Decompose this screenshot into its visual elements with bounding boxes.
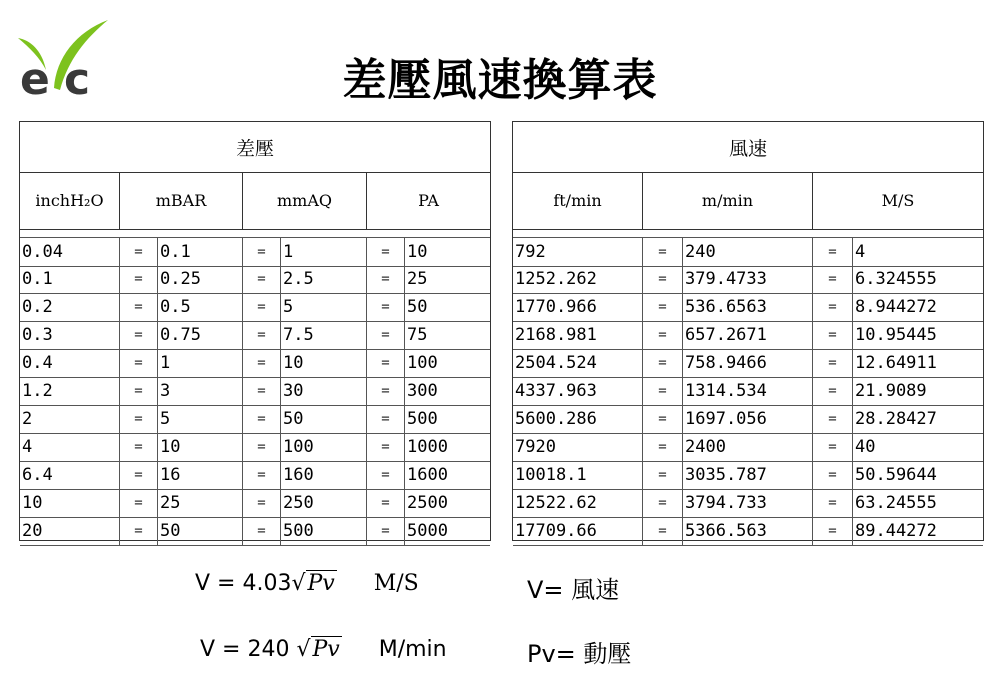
formula-ms: [195, 570, 419, 596]
unit-pa: PA: [418, 191, 439, 210]
formula-ms-unit: M/S: [373, 571, 419, 596]
equals-sign: =: [243, 265, 281, 293]
velocity-table: [512, 121, 984, 541]
table-cell: 8.944272: [855, 297, 937, 317]
equals-sign: =: [813, 461, 853, 489]
table-cell: 379.4733: [683, 265, 813, 293]
unit-inchh2o: inchH₂O: [20, 172, 120, 229]
equals-sign: =: [813, 517, 853, 545]
table-cell: 50: [158, 517, 243, 545]
table-row: [513, 377, 983, 406]
table-row: [20, 349, 490, 378]
table-cell: 1.2: [20, 377, 120, 405]
table-cell: 0.4: [20, 349, 120, 377]
table-row: [513, 433, 983, 462]
table-cell: 300: [407, 381, 438, 401]
unit-ft-min: ft/min: [513, 172, 643, 229]
equals-sign: =: [243, 489, 281, 517]
table-cell: 2168.981: [513, 321, 643, 349]
table-cell: 1: [158, 349, 243, 377]
table-cell: 63.24555: [855, 493, 937, 513]
equals-sign: =: [643, 489, 683, 517]
equals-sign: =: [367, 265, 405, 293]
table-cell: 792: [513, 238, 643, 266]
table-cell: 10: [407, 242, 428, 262]
equals-sign: =: [120, 265, 158, 293]
equals-sign: =: [367, 238, 405, 266]
formula-ms-lhs: V = 4.03: [195, 571, 292, 596]
table-cell: 40: [855, 437, 876, 457]
table-cell: 0.3: [20, 321, 120, 349]
table-cell: 50: [407, 297, 428, 317]
table-cell: 12.64911: [855, 353, 937, 373]
table-cell: 50: [281, 405, 367, 433]
table-cell: 100: [281, 433, 367, 461]
equals-sign: =: [243, 517, 281, 545]
table-cell: 10018.1: [513, 461, 643, 489]
sqrt-symbol: √Pv: [296, 637, 340, 662]
table-cell: 28.28427: [855, 409, 937, 429]
equals-sign: =: [120, 461, 158, 489]
equals-sign: =: [813, 265, 853, 293]
table-cell: 5: [158, 405, 243, 433]
table-cell: 160: [281, 461, 367, 489]
table-cell: 2.5: [281, 265, 367, 293]
table-cell: 0.75: [158, 321, 243, 349]
table-cell: 0.1: [20, 265, 120, 293]
table-cell: 3: [158, 377, 243, 405]
table-cell: 4: [20, 433, 120, 461]
logo-letter-e: e: [20, 54, 50, 100]
table-row: [20, 377, 490, 406]
table-cell: 1000: [407, 437, 448, 457]
table-cell: 250: [281, 489, 367, 517]
table-cell: 1600: [407, 465, 448, 485]
table-cell: 758.9466: [683, 349, 813, 377]
legend-v: V= 風速: [527, 576, 620, 604]
pressure-group-header: 差壓: [20, 122, 490, 173]
equals-sign: =: [120, 489, 158, 517]
table-cell: 5600.286: [513, 405, 643, 433]
equals-sign: =: [243, 321, 281, 349]
table-cell: 1697.056: [683, 405, 813, 433]
table-cell: 500: [281, 517, 367, 545]
table-cell: 657.2671: [683, 321, 813, 349]
equals-sign: =: [120, 433, 158, 461]
table-cell: 5366.563: [683, 517, 813, 545]
formula-mmin-lhs: V = 240: [200, 637, 297, 662]
equals-sign: =: [643, 238, 683, 266]
formula-mmin: [200, 636, 447, 662]
equals-sign: =: [367, 461, 405, 489]
velocity-group-header: 風速: [513, 122, 983, 173]
table-cell: 240: [683, 238, 813, 266]
equals-sign: =: [243, 349, 281, 377]
formula-ms-radicand: Pv: [307, 571, 335, 596]
table-row: [513, 489, 983, 518]
table-cell: 100: [407, 353, 438, 373]
equals-sign: =: [643, 461, 683, 489]
table-cell: 10: [20, 489, 120, 517]
table-row: [20, 405, 490, 434]
table-cell: 0.1: [158, 238, 243, 266]
equals-sign: =: [367, 517, 405, 545]
equals-sign: =: [243, 377, 281, 405]
equals-sign: =: [643, 377, 683, 405]
equals-sign: =: [813, 293, 853, 321]
velocity-unit-row: [513, 172, 983, 230]
table-row: [20, 265, 490, 294]
sqrt-symbol: √Pv: [291, 571, 335, 596]
table-row: [513, 265, 983, 294]
equals-sign: =: [367, 433, 405, 461]
unit-mmaq: mmAQ: [243, 172, 367, 229]
table-cell: 1770.966: [513, 293, 643, 321]
unit-m-min: m/min: [643, 172, 813, 229]
equals-sign: =: [813, 377, 853, 405]
equals-sign: =: [120, 349, 158, 377]
table-row: [20, 321, 490, 350]
table-row: [513, 293, 983, 322]
table-cell: 0.2: [20, 293, 120, 321]
table-cell: 75: [407, 325, 428, 345]
table-cell: 7.5: [281, 321, 367, 349]
table-cell: 16: [158, 461, 243, 489]
equals-sign: =: [643, 405, 683, 433]
pressure-table: [19, 121, 491, 541]
table-cell: 536.6563: [683, 293, 813, 321]
table-row: [513, 405, 983, 434]
table-cell: 7920: [513, 433, 643, 461]
formula-mmin-radicand: Pv: [312, 637, 340, 662]
table-cell: 50.59644: [855, 465, 937, 485]
table-cell: 500: [407, 409, 438, 429]
equals-sign: =: [120, 377, 158, 405]
table-row: [513, 321, 983, 350]
table-cell: 1314.534: [683, 377, 813, 405]
table-cell: 10.95445: [855, 325, 937, 345]
table-cell: 6.324555: [855, 269, 937, 289]
equals-sign: =: [813, 489, 853, 517]
table-cell: 5000: [407, 521, 448, 541]
table-cell: 2504.524: [513, 349, 643, 377]
table-cell: 12522.62: [513, 489, 643, 517]
table-row: [20, 237, 490, 267]
equals-sign: =: [243, 433, 281, 461]
table-cell: 1: [281, 238, 367, 266]
equals-sign: =: [120, 293, 158, 321]
equals-sign: =: [643, 517, 683, 545]
table-cell: 17709.66: [513, 517, 643, 545]
equals-sign: =: [643, 349, 683, 377]
equals-sign: =: [643, 321, 683, 349]
table-cell: 25: [158, 489, 243, 517]
table-cell: 4: [855, 242, 866, 262]
table-cell: 4337.963: [513, 377, 643, 405]
table-cell: 0.25: [158, 265, 243, 293]
equals-sign: =: [813, 238, 853, 266]
equals-sign: =: [813, 349, 853, 377]
table-row: [20, 517, 490, 546]
equals-sign: =: [367, 377, 405, 405]
equals-sign: =: [243, 293, 281, 321]
table-cell: 89.44272: [855, 521, 937, 541]
table-cell: 2500: [407, 493, 448, 513]
table-cell: 2400: [683, 433, 813, 461]
table-cell: 10: [158, 433, 243, 461]
equals-sign: =: [120, 405, 158, 433]
equals-sign: =: [120, 517, 158, 545]
equals-sign: =: [813, 405, 853, 433]
equals-sign: =: [120, 321, 158, 349]
table-cell: 3035.787: [683, 461, 813, 489]
legend-pv: Pv= 動壓: [527, 640, 632, 668]
table-row: [20, 489, 490, 518]
equals-sign: =: [367, 293, 405, 321]
table-cell: 10: [281, 349, 367, 377]
equals-sign: =: [367, 321, 405, 349]
equals-sign: =: [367, 489, 405, 517]
unit-mbar: mBAR: [120, 172, 243, 229]
page-title: 差壓風速換算表: [342, 55, 658, 106]
table-row: [513, 349, 983, 378]
equals-sign: =: [367, 349, 405, 377]
table-cell: 5: [281, 293, 367, 321]
equals-sign: =: [243, 405, 281, 433]
table-cell: 25: [407, 269, 428, 289]
equals-sign: =: [243, 238, 281, 266]
table-cell: 6.4: [20, 461, 120, 489]
table-cell: 20: [20, 517, 120, 545]
table-row: [20, 433, 490, 462]
equals-sign: =: [367, 405, 405, 433]
equals-sign: =: [120, 238, 158, 266]
table-row: [513, 517, 983, 546]
equals-sign: =: [813, 321, 853, 349]
table-cell: 1252.262: [513, 265, 643, 293]
table-cell: 0.5: [158, 293, 243, 321]
equals-sign: =: [243, 461, 281, 489]
table-cell: 0.04: [20, 238, 120, 266]
table-row: [20, 461, 490, 490]
pressure-unit-row: [20, 172, 490, 230]
equals-sign: =: [643, 433, 683, 461]
table-row: [513, 237, 983, 267]
formula-mmin-unit: M/min: [378, 637, 447, 662]
table-row: [513, 461, 983, 490]
table-cell: 2: [20, 405, 120, 433]
table-cell: 30: [281, 377, 367, 405]
equals-sign: =: [643, 265, 683, 293]
table-row: [20, 293, 490, 322]
table-cell: 21.9089: [855, 381, 927, 401]
equals-sign: =: [643, 293, 683, 321]
table-cell: 3794.733: [683, 489, 813, 517]
unit-m-s: M/S: [881, 191, 915, 210]
equals-sign: =: [813, 433, 853, 461]
logo-letter-c: c: [64, 54, 91, 100]
